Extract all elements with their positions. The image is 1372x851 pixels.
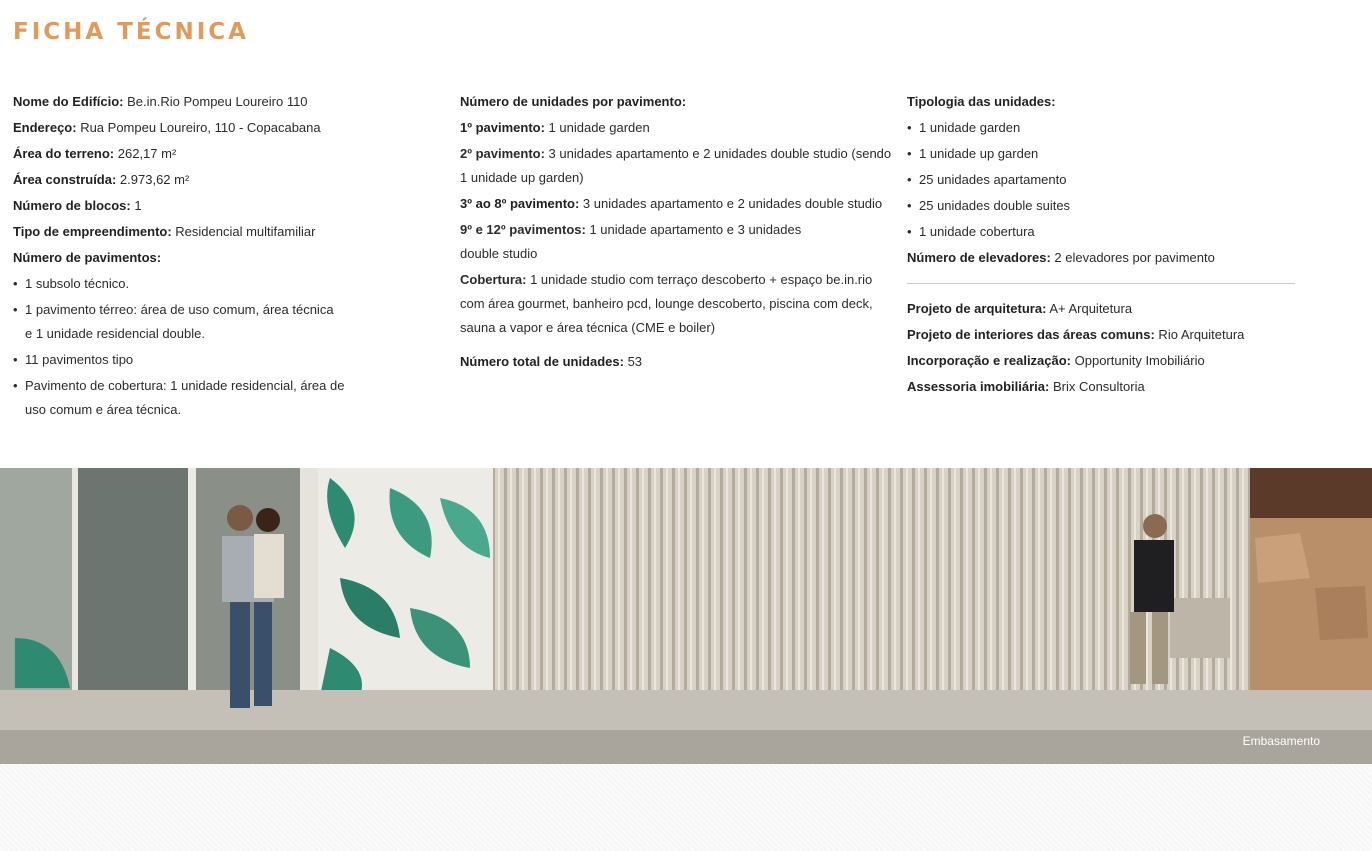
built-area-row: [13, 167, 353, 193]
value: Residencial multifamiliar: [171, 224, 316, 239]
blocks-row: [13, 193, 353, 219]
footer-texture: [0, 764, 1372, 851]
label: 3º ao 8º pavimento:: [460, 196, 580, 211]
floors-header: [13, 245, 353, 271]
list-item: • 1 pavimento térreo: área de uso comum, área técnica e 1 unidade residencial double.: [13, 297, 335, 347]
list-item: • 25 unidades apartamento: [907, 167, 1297, 193]
label: Endereço:: [13, 120, 77, 135]
value: A+ Arquitetura: [1046, 301, 1133, 316]
building-base-photo: [0, 468, 1372, 764]
label: Área construída:: [13, 172, 117, 187]
label: Número de pavimentos:: [13, 250, 162, 265]
list-item: • 1 unidade cobertura: [907, 219, 1297, 245]
divider: [907, 283, 1295, 284]
value: Opportunity Imobiliário: [1071, 353, 1205, 368]
value: 3 unidades apartamento e 2 unidades double studio (sendo 1 unidade up garden): [460, 146, 892, 185]
list-item: • 11 pavimentos tipo: [13, 347, 353, 373]
value: Rio Arquitetura: [1154, 327, 1245, 342]
label: Número total de unidades:: [460, 354, 624, 369]
label: Projeto de arquitetura:: [907, 301, 1047, 316]
label: Número de blocos:: [13, 198, 131, 213]
label: 9º e 12º pavimentos:: [460, 222, 586, 237]
label: 1º pavimento:: [460, 120, 545, 135]
development-type-row: [13, 219, 353, 245]
value: double studio: [460, 246, 538, 261]
total-units-row: [460, 349, 900, 375]
value: Brix Consultoria: [1049, 379, 1145, 394]
interiors-row: [907, 322, 1297, 348]
real-estate-row: [907, 374, 1297, 400]
label: Incorporação e realização:: [907, 353, 1072, 368]
photo-illustration: [0, 468, 1372, 764]
label: Nome do Edifício:: [13, 94, 124, 109]
architecture-row: [907, 296, 1297, 322]
building-name-row: [13, 89, 353, 115]
value: 1 unidade studio com terraço descoberto + espaço be.in.rio com área gourmet, banheiro pcd, lounge descoberto, piscina com deck, sauna a vapor e área técnica (CME e boiler): [460, 272, 873, 335]
typology-list: [907, 115, 1297, 245]
floor-3-8-row: [460, 191, 900, 217]
value: 1 unidade apartamento e 3 unidades: [585, 222, 802, 237]
page-title: FICHA TÉCNICA: [13, 19, 249, 45]
list-item: • 1 subsolo técnico.: [13, 271, 353, 297]
value: 1: [130, 198, 142, 213]
units-column: [460, 89, 900, 375]
units-header: [460, 89, 900, 115]
rooftop-row: [460, 267, 896, 341]
label: Assessoria imobiliária:: [907, 379, 1050, 394]
label: Área do terreno:: [13, 146, 115, 161]
floor-2-row: [460, 141, 896, 191]
value: 53: [623, 354, 643, 369]
floor-9-12-row: [460, 217, 900, 267]
value: 2.973,62 m²: [116, 172, 190, 187]
label: Cobertura:: [460, 272, 527, 287]
typology-header: [907, 89, 1297, 115]
value: 262,17 m²: [114, 146, 177, 161]
value: Rua Pompeu Loureiro, 110 - Copacabana: [76, 120, 321, 135]
list-item: • 1 unidade up garden: [907, 141, 1297, 167]
value: Be.in.Rio Pompeu Loureiro 110: [123, 94, 308, 109]
floor-1-row: [460, 115, 900, 141]
value: 1 unidade garden: [544, 120, 650, 135]
building-info-column: [13, 89, 353, 423]
spacer: [460, 341, 900, 349]
developer-row: [907, 348, 1297, 374]
typology-column: [907, 89, 1297, 400]
value: 3 unidades apartamento e 2 unidades double studio: [579, 196, 883, 211]
floors-list: [13, 271, 353, 423]
label: Projeto de interiores das áreas comuns:: [907, 327, 1155, 342]
elevators-row: [907, 245, 1297, 271]
list-item: • 1 unidade garden: [907, 115, 1297, 141]
label: Tipo de empreendimento:: [13, 224, 172, 239]
list-item: • Pavimento de cobertura: 1 unidade residencial, área de uso comum e área técnica.: [13, 373, 345, 423]
photo-caption: Embasamento: [1242, 734, 1320, 748]
label: Número de unidades por pavimento:: [460, 94, 687, 109]
label: Número de elevadores:: [907, 250, 1051, 265]
land-area-row: [13, 141, 353, 167]
value: 2 elevadores por pavimento: [1050, 250, 1215, 265]
list-item: • 25 unidades double suites: [907, 193, 1297, 219]
label: Tipologia das unidades:: [907, 94, 1056, 109]
label: 2º pavimento:: [460, 146, 545, 161]
address-row: [13, 115, 353, 141]
